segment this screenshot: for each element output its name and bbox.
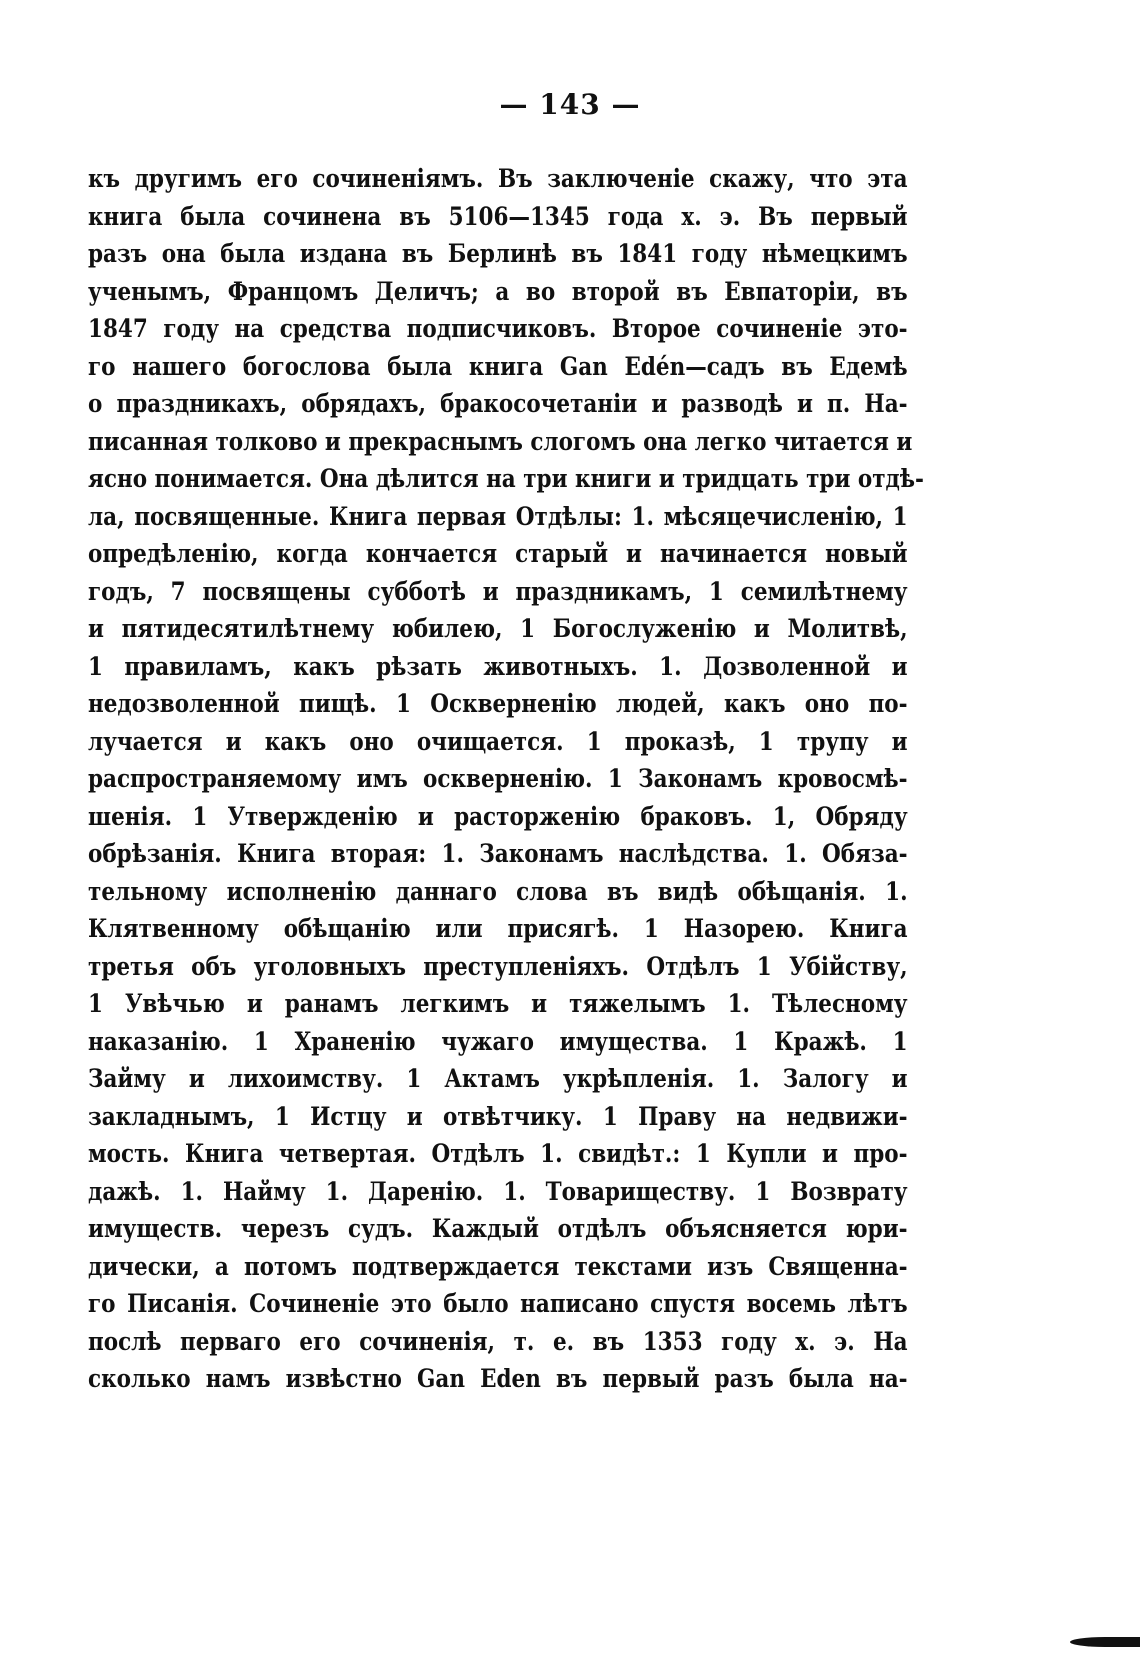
- text-line: дически, а потомъ подтверждается текстами изъ Священна-: [88, 1251, 908, 1281]
- text-line: наказанію. 1 Храненію чужаго имущества. 1 Кражѣ. 1: [88, 1026, 908, 1056]
- text-line: дажѣ. 1. Найму 1. Даренію. 1. Товариществу. 1 Возврату: [88, 1176, 908, 1206]
- text-line: Клятвенному обѣщанію или присягѣ. 1 Назорею. Книга: [88, 914, 908, 943]
- text-line: годъ, 7 посвящены субботѣ и праздникамъ, 1 семилѣтнему: [88, 576, 908, 606]
- text-line: недозволенной пищѣ. 1 Оскверненію людей, какъ оно по-: [88, 689, 908, 718]
- text-line: го Писанія. Сочиненіе это было написано спустя восемь лѣтъ: [88, 1289, 908, 1318]
- page-edge-mark: [1070, 1637, 1140, 1647]
- text-line: сколько намъ извѣстно Gan Eden въ первый разъ была на-: [88, 1364, 908, 1393]
- text-line: 1 правиламъ, какъ рѣзать животныхъ. 1. Дозволенной и: [88, 651, 908, 681]
- text-line: обрѣзанія. Книга вторая: 1. Законамъ наслѣдства. 1. Обяза-: [88, 839, 908, 868]
- text-line: послѣ перваго его сочиненія, т. е. въ 1353 году х. э. На: [88, 1326, 908, 1356]
- text-line: и пятидесятилѣтнему юбилею, 1 Богослуженію и Молитвѣ,: [88, 614, 908, 643]
- text-line: ла, посвященные. Книга первая Отдѣлы: 1. мѣсяцечисленію, 1: [88, 501, 908, 531]
- text-line: книга была сочинена въ 5106—1345 года х. э. Въ первый: [88, 201, 908, 231]
- text-line: о праздникахъ, обрядахъ, бракосочетаніи и разводѣ и п. На-: [88, 389, 908, 418]
- text-line: тельному исполненію даннаго слова въ видѣ обѣщанія. 1.: [88, 876, 908, 906]
- text-line: къ другимъ его сочиненіямъ. Въ заключеніе скажу, что эта: [88, 164, 908, 193]
- text-line: имуществ. черезъ судъ. Каждый отдѣлъ объясняется юри-: [88, 1214, 908, 1243]
- text-line: Займу и лихоимству. 1 Актамъ укрѣпленія. 1. Залогу и: [88, 1064, 908, 1093]
- page-number: — 143 —: [499, 88, 641, 121]
- text-line: ясно понимается. Она дѣлится на три книги и тридцать три отдѣ-: [88, 464, 924, 493]
- text-line: 1 Увѣчью и ранамъ легкимъ и тяжелымъ 1. Тѣлесному: [88, 989, 908, 1018]
- text-line: закладнымъ, 1 Истцу и отвѣтчику. 1 Праву на недвижи-: [88, 1101, 908, 1131]
- text-line: третья объ уголовныхъ преступленіяхъ. Отдѣлъ 1 Убійству,: [88, 951, 908, 981]
- text-line: разъ она была издана въ Берлинѣ въ 1841 году нѣмецкимъ: [88, 239, 908, 268]
- text-line: го нашего богослова была книга Gan Edén—садъ въ Едемѣ: [88, 351, 908, 381]
- text-line: 1847 году на средства подписчиковъ. Второе сочиненіе это-: [88, 314, 908, 343]
- text-line: опредѣленію, когда кончается старый и начинается новый: [88, 539, 908, 568]
- text-line: писанная толково и прекраснымъ слогомъ она легко читается и: [88, 426, 913, 456]
- text-line: шенія. 1 Утвержденію и расторженію браковъ. 1, Обряду: [88, 801, 908, 831]
- text-line: лучается и какъ оно очищается. 1 проказѣ, 1 трупу и: [88, 726, 908, 756]
- text-line: мость. Книга четвертая. Отдѣлъ 1. свидѣт.: 1 Купли и про-: [88, 1139, 908, 1168]
- text-line: распространяемому имъ оскверненію. 1 Законамъ кровосмѣ-: [88, 764, 908, 793]
- body-text: [88, 160, 924, 1398]
- text-line: ученымъ, Францомъ Деличъ; а во второй въ Евпаторіи, въ: [88, 276, 908, 306]
